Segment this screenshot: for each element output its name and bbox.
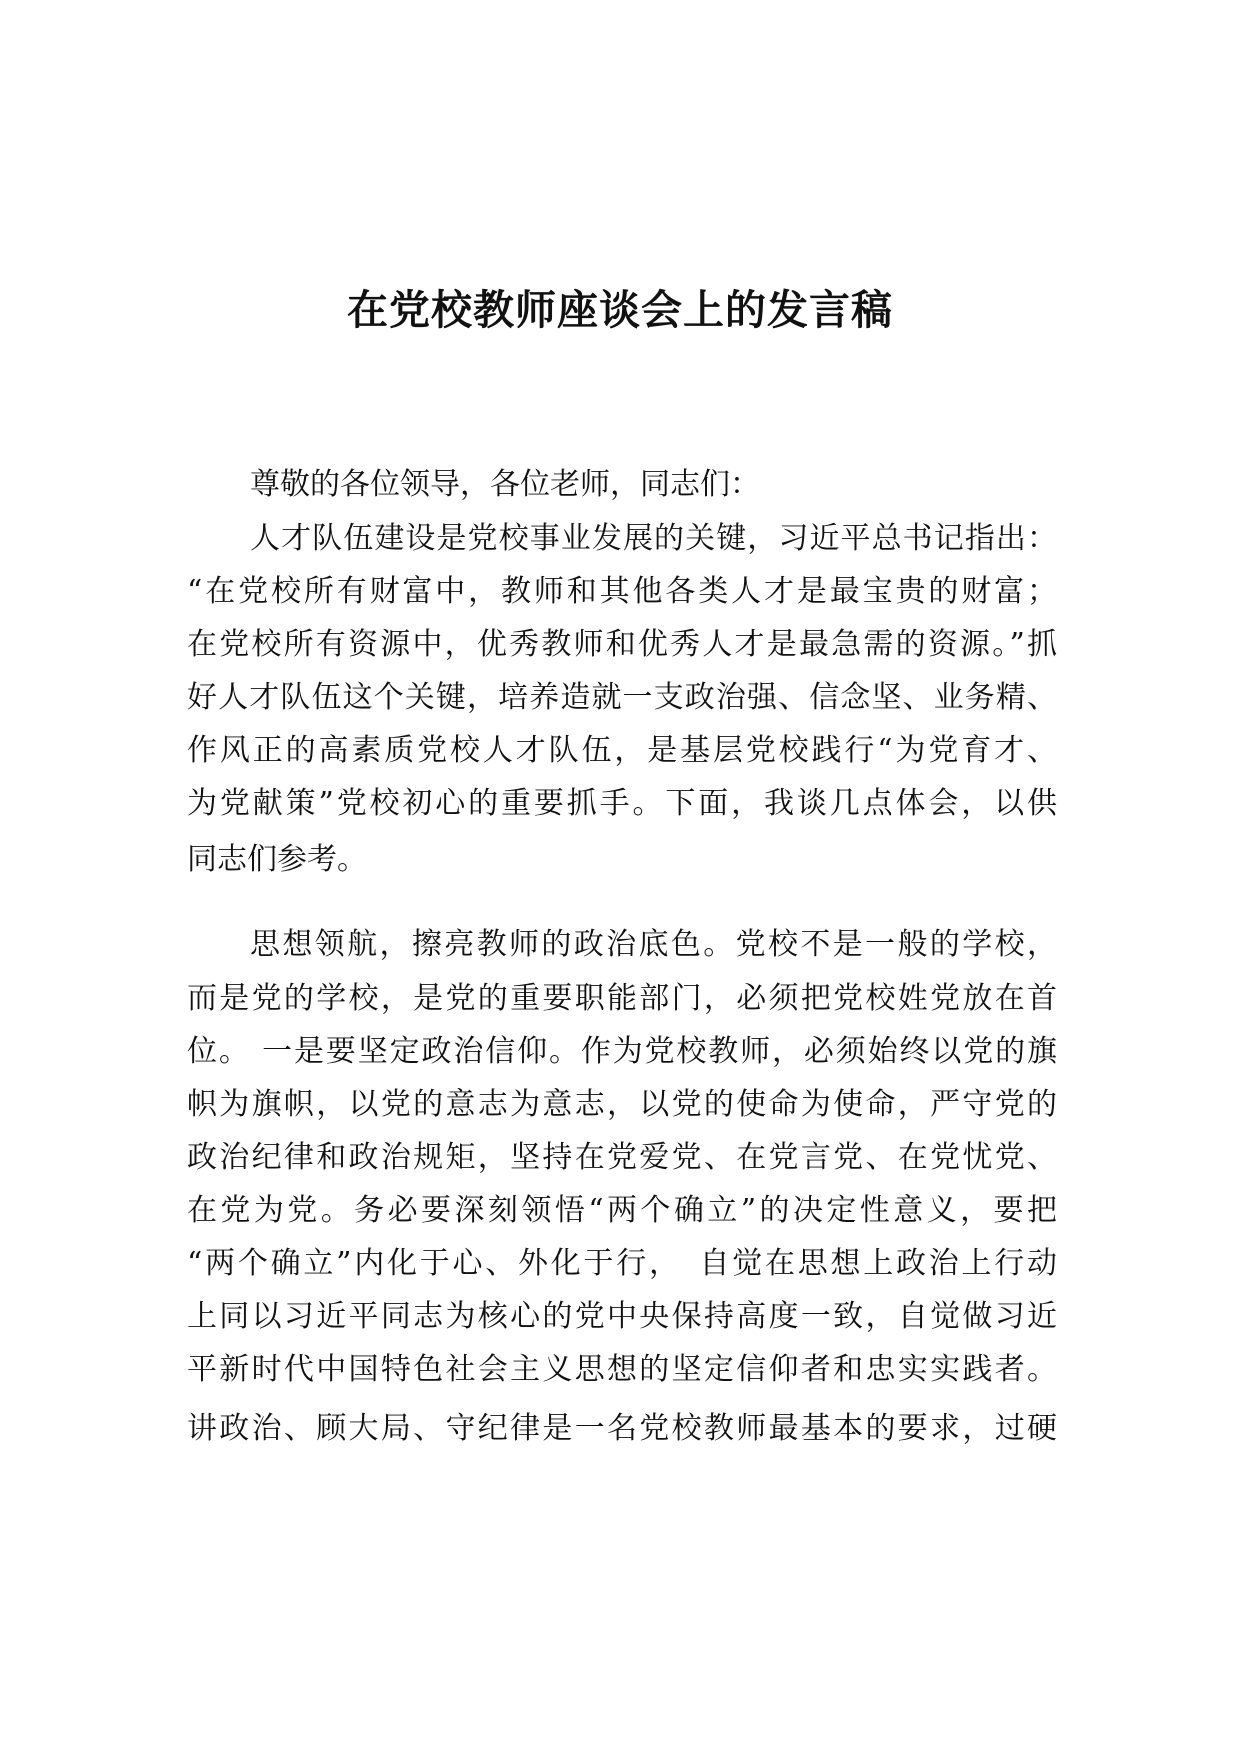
paragraph-line: 思想领航，擦亮教师的政治底色。党校不是一般的学校， — [250, 927, 1057, 962]
document-title: 在党校教师座谈会上的发言稿 — [347, 286, 893, 334]
paragraph-line: 而是党的学校，是党的重要职能部门，必须把党校姓党放在首 — [187, 981, 1057, 1016]
paragraph-line: 帜为旗帜，以党的意志为意志，以党的使命为使命，严守党的 — [187, 1087, 1057, 1122]
salutation-line: 尊敬的各位领导，各位老师，同志们： — [250, 467, 760, 502]
paragraph-line: 上同以习近平同志为核心的党中央保持高度一致，自觉做习近 — [187, 1299, 1057, 1334]
paragraph-line: 在党为党。务必要深刻领悟“两个确立”的决定性意义，要把 — [187, 1193, 1057, 1228]
paragraph-line: 同志们参考。 — [187, 842, 367, 877]
paragraph-line: 平新时代中国特色社会主义思想的坚定信仰者和忠实实践者。 — [187, 1352, 1057, 1387]
paragraph-line: 为党献策”党校初心的重要抓手。下面，我谈几点体会，以供 — [187, 786, 1057, 821]
paragraph-line: 讲政治、顾大局、守纪律是一名党校教师最基本的要求，过硬 — [187, 1411, 1057, 1446]
paragraph-line: 在党校所有资源中，优秀教师和优秀人才是最急需的资源。”抓 — [187, 627, 1057, 662]
paragraph-line: 政治纪律和政治规矩，坚持在党爱党、在党言党、在党忧党、 — [187, 1140, 1057, 1175]
paragraph-line: 人才队伍建设是党校事业发展的关键，习近平总书记指出： — [250, 521, 1057, 556]
paragraph-line: 位。 一是要坚定政治信仰。作为党校教师，必须始终以党的旗 — [187, 1034, 1057, 1069]
paragraph-line: 好人才队伍这个关键，培养造就一支政治强、信念坚、业务精、 — [187, 680, 1057, 715]
paragraph-line: 作风正的高素质党校人才队伍，是基层党校践行“为党育才、 — [187, 733, 1057, 768]
paragraph-line: “两个确立”内化于心、外化于行， 自觉在思想上政治上行动 — [187, 1246, 1057, 1281]
paragraph-line: “在党校所有财富中，教师和其他各类人才是最宝贵的财富； — [187, 574, 1057, 609]
